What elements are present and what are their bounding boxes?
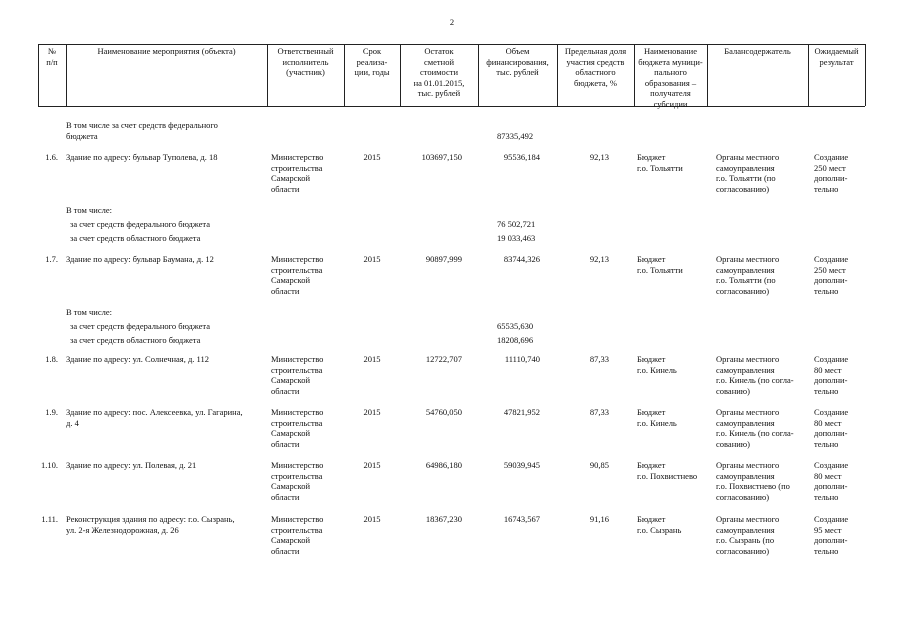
row-volume: 11110,740 xyxy=(504,354,540,364)
row-name: Здание по адресу: ул. Солнечная, д. 112 xyxy=(66,354,209,364)
row-holder: Органы местного самоуправления г.о. Тольятти (по согласованию) xyxy=(716,254,780,296)
row-number: 1.10. xyxy=(41,460,58,470)
header-cell-term: Срок реализа- ции, годы xyxy=(354,46,390,78)
row-remainder: 90897,999 xyxy=(425,254,462,264)
row-volume: 47821,952 xyxy=(503,407,540,417)
row-name: Здание по адресу: бульвар Туполева, д. 18 xyxy=(66,152,218,162)
row-number: 1.6. xyxy=(45,152,58,162)
row-executor: Министерство строительства Самарской области xyxy=(271,407,324,449)
subtotal-federal-value: 65535,630 xyxy=(497,321,534,331)
row-volume: 59039,945 xyxy=(503,460,540,470)
row-budget: Бюджет г.о. Кинель xyxy=(637,354,677,375)
row-name: Реконструкция здания по адресу: г.о. Сызрань, ул. 2-я Железнодорожная, д. 26 xyxy=(66,514,235,535)
row-term: 2015 xyxy=(363,514,381,524)
header-cell-result: Ожидаемый результат xyxy=(814,46,859,67)
row-remainder: 54760,050 xyxy=(425,407,462,417)
subtotal-heading: В том числе: xyxy=(66,307,112,317)
subtotal-federal-value: 76 502,721 xyxy=(497,219,536,229)
row-term: 2015 xyxy=(363,407,381,417)
row-volume: 83744,326 xyxy=(503,254,540,264)
header-cell-executor: Ответственный исполнитель (участник) xyxy=(277,46,334,78)
row-budget: Бюджет г.о. Кинель xyxy=(637,407,677,428)
row-executor: Министерство строительства Самарской области xyxy=(271,354,324,396)
subtotal-regional-label: за счет средств областного бюджета xyxy=(70,233,201,243)
row-holder: Органы местного самоуправления г.о. Тольятти (по согласованию) xyxy=(716,152,780,194)
row-holder: Органы местного самоуправления г.о. Кинель (по согла- сованию) xyxy=(716,407,794,449)
row-term: 2015 xyxy=(363,460,381,470)
federal-funds-amount: 87335,492 xyxy=(497,131,534,141)
row-executor: Министерство строительства Самарской области xyxy=(271,460,324,502)
header-bottom-border xyxy=(38,106,865,107)
subtotal-regional-value: 19 033,463 xyxy=(497,233,536,243)
row-budget: Бюджет г.о. Похвистнево xyxy=(637,460,698,481)
row-holder: Органы местного самоуправления г.о. Кинель (по согла- сованию) xyxy=(716,354,794,396)
row-volume: 95536,184 xyxy=(503,152,540,162)
page-number: 2 xyxy=(449,17,455,27)
header-cell-budget: Наименование бюджета муници- пального образования – получателя субсидии xyxy=(638,46,703,109)
row-result: Создание 80 мест дополни- тельно xyxy=(814,354,849,396)
subtotal-federal-label: за счет средств федерального бюджета xyxy=(70,321,211,331)
row-share: 92,13 xyxy=(589,254,609,264)
subtotal-heading: В том числе: xyxy=(66,205,112,215)
header-top-border xyxy=(38,44,865,45)
row-number: 1.8. xyxy=(45,354,58,364)
row-number: 1.7. xyxy=(45,254,58,264)
row-number: 1.11. xyxy=(41,514,58,524)
row-name: Здание по адресу: ул. Полевая, д. 21 xyxy=(66,460,197,470)
row-remainder: 103697,150 xyxy=(421,152,462,162)
row-result: Создание 250 мест дополни- тельно xyxy=(814,254,849,296)
row-budget: Бюджет г.о. Тольятти xyxy=(637,254,683,275)
row-budget: Бюджет г.о. Сызрань xyxy=(637,514,682,535)
row-executor: Министерство строительства Самарской области xyxy=(271,254,324,296)
row-term: 2015 xyxy=(363,152,381,162)
header-cell-volume: Объем финансирования, тыс. рублей xyxy=(486,46,549,78)
row-share: 87,33 xyxy=(589,407,609,417)
row-remainder: 18367,230 xyxy=(425,514,462,524)
header-cell-holder: Балансодержатель xyxy=(724,46,791,56)
federal-funds-label: В том числе за счет средств федерального бюджета xyxy=(66,120,218,141)
header-cell-number: № п/п xyxy=(46,46,58,67)
row-remainder: 12722,707 xyxy=(425,354,462,364)
row-name: Здание по адресу: пос. Алексеевка, ул. Гагарина, д. 4 xyxy=(66,407,243,428)
row-name: Здание по адресу: бульвар Баумана, д. 12 xyxy=(66,254,214,264)
row-holder: Органы местного самоуправления г.о. Сызрань (по согласованию) xyxy=(716,514,780,556)
header-cell-share: Предельная доля участия средств областного бюджета, % xyxy=(564,46,627,88)
row-remainder: 64986,180 xyxy=(425,460,462,470)
header-cell-remainder: Остаток сметной стоимости на 01.01.2015, тыс. рублей xyxy=(413,46,465,99)
row-number: 1.9. xyxy=(45,407,58,417)
row-executor: Министерство строительства Самарской области xyxy=(271,152,324,194)
row-result: Создание 80 мест дополни- тельно xyxy=(814,460,849,502)
row-term: 2015 xyxy=(363,254,381,264)
subtotal-regional-label: за счет средств областного бюджета xyxy=(70,335,201,345)
row-executor: Министерство строительства Самарской области xyxy=(271,514,324,556)
subtotal-federal-label: за счет средств федерального бюджета xyxy=(70,219,211,229)
row-result: Создание 80 мест дополни- тельно xyxy=(814,407,849,449)
row-result: Создание 250 мест дополни- тельно xyxy=(814,152,849,194)
row-holder: Органы местного самоуправления г.о. Похвистнево (по согласованию) xyxy=(716,460,790,502)
row-volume: 16743,567 xyxy=(503,514,540,524)
row-budget: Бюджет г.о. Тольятти xyxy=(637,152,683,173)
row-share: 92,13 xyxy=(589,152,609,162)
header-cell-name: Наименование мероприятия (объекта) xyxy=(97,46,236,56)
header-divider xyxy=(865,44,866,106)
row-share: 91,16 xyxy=(589,514,609,524)
row-term: 2015 xyxy=(363,354,381,364)
subtotal-regional-value: 18208,696 xyxy=(497,335,534,345)
row-share: 90,85 xyxy=(589,460,609,470)
row-share: 87,33 xyxy=(589,354,609,364)
row-result: Создание 95 мест дополни- тельно xyxy=(814,514,849,556)
